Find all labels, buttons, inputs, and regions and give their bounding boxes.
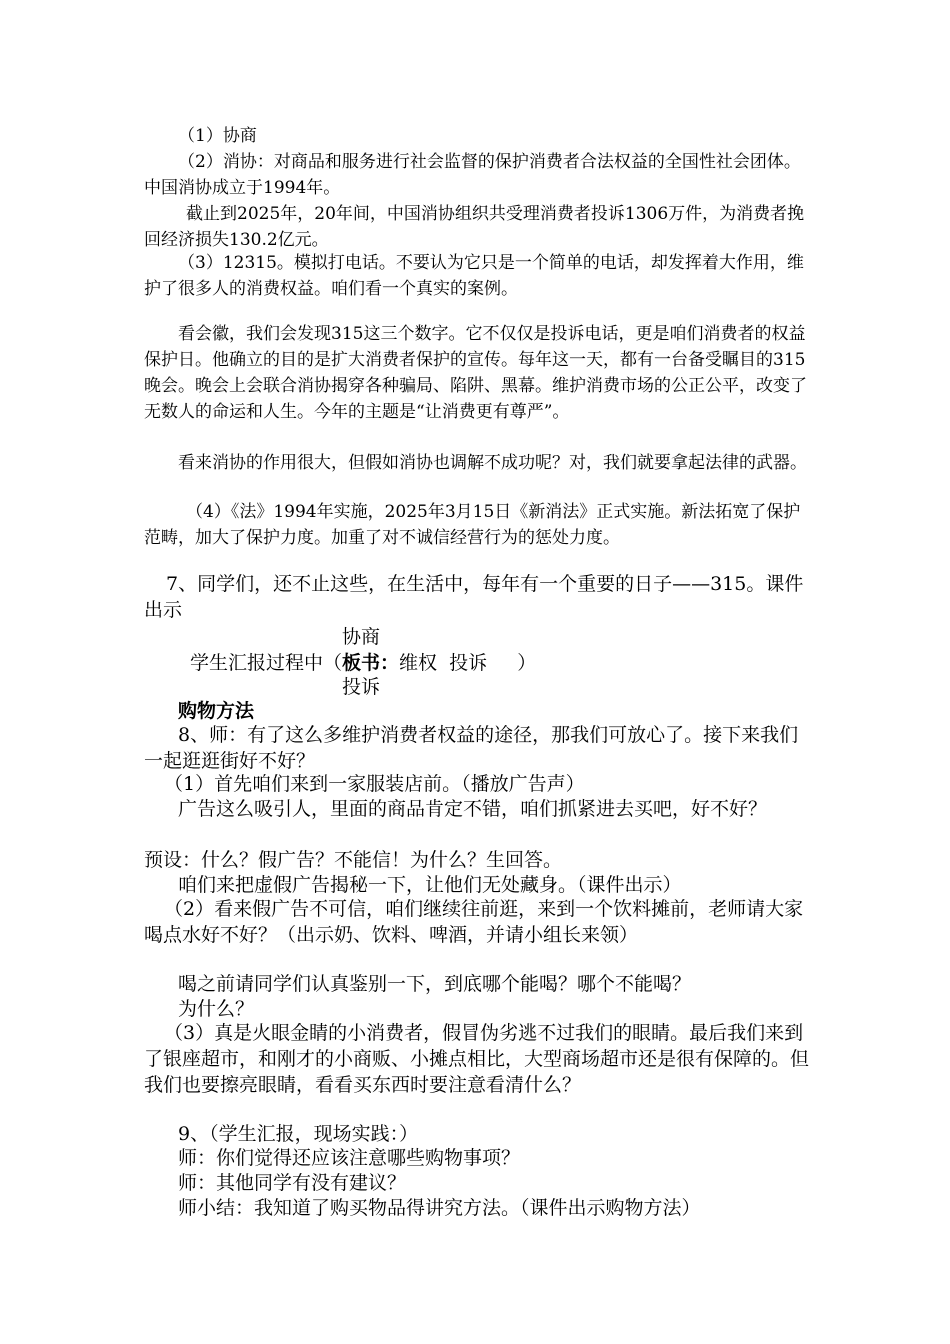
paragraph-why: 为什么？ [178,998,255,1020]
board-label: 板书： [342,652,400,674]
board-prefix: 学生汇报过程中（ [190,652,343,674]
board-line [190,650,536,676]
paragraph-expected-answer: 预设：什么？假广告？不能信！为什么？生回答。 [144,849,563,871]
section-heading-shopping-methods: 购物方法 [178,700,255,722]
paragraph-consumer-association: （2）消协：对商品和服务进行社会监督的保护消费者合法权益的全国性社会团体。中国消协成立于1994年。 [144,152,801,198]
board-item-negotiate: 协商 [342,626,381,648]
board-item-complain: 投诉 [342,676,381,698]
paragraph-advertisement: 广告这么吸引人，里面的商品肯定不错，咱们抓紧进去买吧，好不好？ [178,798,768,820]
paragraph-teacher-summary: 师小结：我知道了购买物品得讲究方法。（课件出示购物方法） [178,1197,701,1219]
paragraph-drink-stall: （2）看来假广告不可信，咱们继续往前逛，来到一个饮料摊前，老师请大家喝点水好不好？（出示奶、饮料、啤酒，并请小组长来领） [144,898,804,946]
paragraph-expose-false-ads: 咱们来把虚假广告揭秘一下，让他们无处藏身。（课件出示） [178,874,682,896]
paragraph-12315-hotline: （3）12315。模拟打电话。不要认为它只是一个简单的电话，却发挥着大作用，维护了很多人的消费权益。咱们看一个真实的案例。 [144,253,804,299]
board-items: 维权 投诉 ） [399,652,537,674]
paragraph-student-report: 9、（学生汇报，现场实践：） [178,1123,419,1145]
paragraph-identify-drinks: 喝之前请同学们认真鉴别一下，到底哪个能喝？哪个不能喝？ [178,973,692,995]
paragraph-legal-weapon: 看来消协的作用很大，但假如消协也调解不成功呢？对，我们就要拿起法律的武器。 [178,453,807,473]
paragraph-complaint-statistics: 截止到2025年，20年间，中国消协组织共受理消费者投诉1306万件，为消费者挽回经济损失130.2亿元。 [144,204,805,250]
paragraph-other-suggestions: 师：其他同学有没有建议？ [178,1172,407,1194]
paragraph-negotiation: （1）协商 [178,126,257,146]
paragraph-consumer-law: （4）《法》1994年实施，2025年3月15日《新消法》正式实施。新法拓宽了保护范畴，加大了保护力度。加重了对不诚信经营行为的惩处力度。 [144,502,801,548]
paragraph-clothing-store: （1）首先咱们来到一家服装店前。（播放广告声） [164,773,585,795]
paragraph-supermarket: （3）真是火眼金睛的小消费者，假冒伪劣逃不过我们的眼睛。最后我们来到了银座超市，和刚才的小商贩、小摊点相比，大型商场超市还是很有保障的。但我们也要擦亮眼睛，看看买东西时要注意看清什么？ [144,1022,810,1096]
paragraph-important-day: 7、同学们，还不止这些，在生活中，每年有一个重要的日子——315。课件出示 [144,573,804,621]
paragraph-315-emblem: 看会徽，我们会发现315这三个数字。它不仅仅是投诉电话，更是咱们消费者的权益保护日。他确立的目的是扩大消费者保护的宣传。每年这一天，都有一台备受瞩目的315晚会。晚会上会联合消协揭穿各种骗局、陷阱、黑幕。维护消费市场的公正公平，改变了无数人的命运和人生。今年的主题是“让消费更有尊严”。 [144,324,807,422]
paragraph-go-shopping: 8、师：有了这么多维护消费者权益的途径，那我们可放心了。接下来我们一起逛逛街好不好？ [144,724,799,772]
paragraph-teacher-question: 师：你们觉得还应该注意哪些购物事项？ [178,1147,521,1169]
